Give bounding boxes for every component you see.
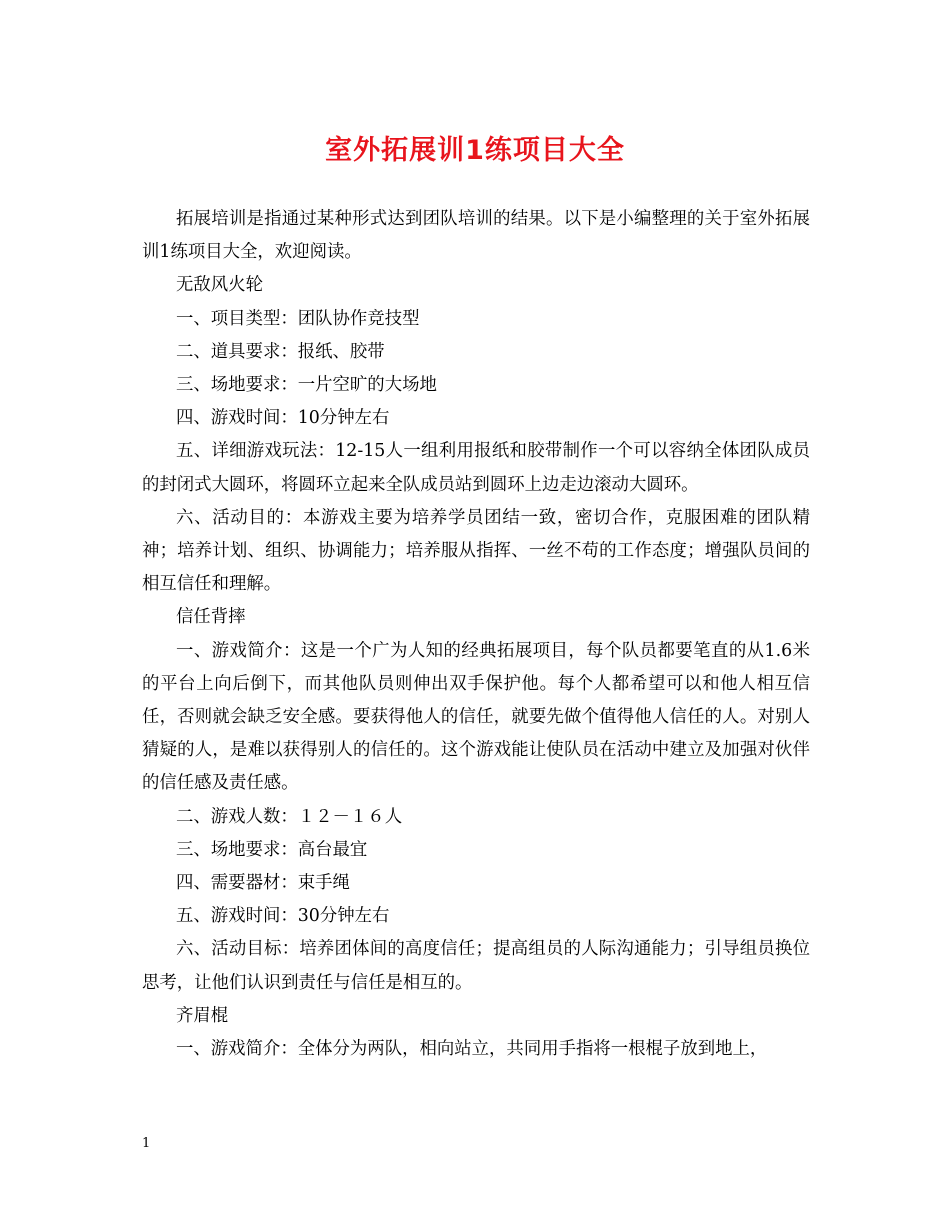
paragraph: 三、场地要求：一片空旷的大场地 bbox=[176, 375, 437, 396]
section-heading: 齐眉棍 bbox=[176, 1005, 229, 1026]
section-heading: 信任背摔 bbox=[176, 607, 246, 628]
page-number: 1 bbox=[142, 1136, 151, 1151]
section-heading: 无敌风火轮 bbox=[176, 275, 263, 296]
paragraph: 拓展培训是指通过某种形式达到团队培训的结果。以下是小编整理的关于室外拓展训1练项目大全，欢迎阅读。 bbox=[142, 209, 810, 263]
paragraph: 六、活动目标：培养团体间的高度信任；提高组员的人际沟通能力；引导组员换位思考，让他们认识到责任与信任是相互的。 bbox=[142, 939, 810, 993]
paragraph: 四、游戏时间：10分钟左右 bbox=[176, 408, 390, 429]
paragraph: 四、需要器材：束手绳 bbox=[176, 873, 350, 894]
document-body bbox=[142, 203, 810, 1066]
paragraph: 三、场地要求：高台最宜 bbox=[176, 839, 368, 860]
paragraph: 五、详细游戏玩法：12-15人一组利用报纸和胶带制作一个可以容纳全体团队成员的封闭式大圆环，将圆环立起来全队成员站到圆环上边走边滚动大圆环。 bbox=[142, 441, 810, 495]
paragraph: 二、道具要求：报纸、胶带 bbox=[176, 341, 385, 362]
paragraph: 一、项目类型：团队协作竞技型 bbox=[176, 308, 420, 329]
page-title: 室外拓展训1练项目大全 bbox=[325, 135, 625, 166]
paragraph: 一、游戏简介：这是一个广为人知的经典拓展项目，每个队员都要笔直的从1.6米的平台上向后倒下，而其他队员则伸出双手保护他。每个人都希望可以和他人相互信任，否则就会缺乏安全感。要获得他人的信任，就要先做个值得他人信任的人。对别人猜疑的人，是难以获得别人的信任的。这个游戏能让使队员在活动中建立及加强对伙伴的信任感及责任感。 bbox=[142, 640, 810, 794]
paragraph: 二、游戏人数：１２－１６人 bbox=[176, 806, 403, 827]
paragraph: 一、游戏简介：全体分为两队，相向站立，共同用手指将一根棍子放到地上， bbox=[176, 1039, 768, 1060]
paragraph: 六、活动目的：本游戏主要为培养学员团结一致，密切合作，克服困难的团队精神；培养计划、组织、协调能力；培养服从指挥、一丝不苟的工作态度；增强队员间的相互信任和理解。 bbox=[142, 507, 810, 595]
paragraph: 五、游戏时间：30分钟左右 bbox=[176, 906, 390, 927]
